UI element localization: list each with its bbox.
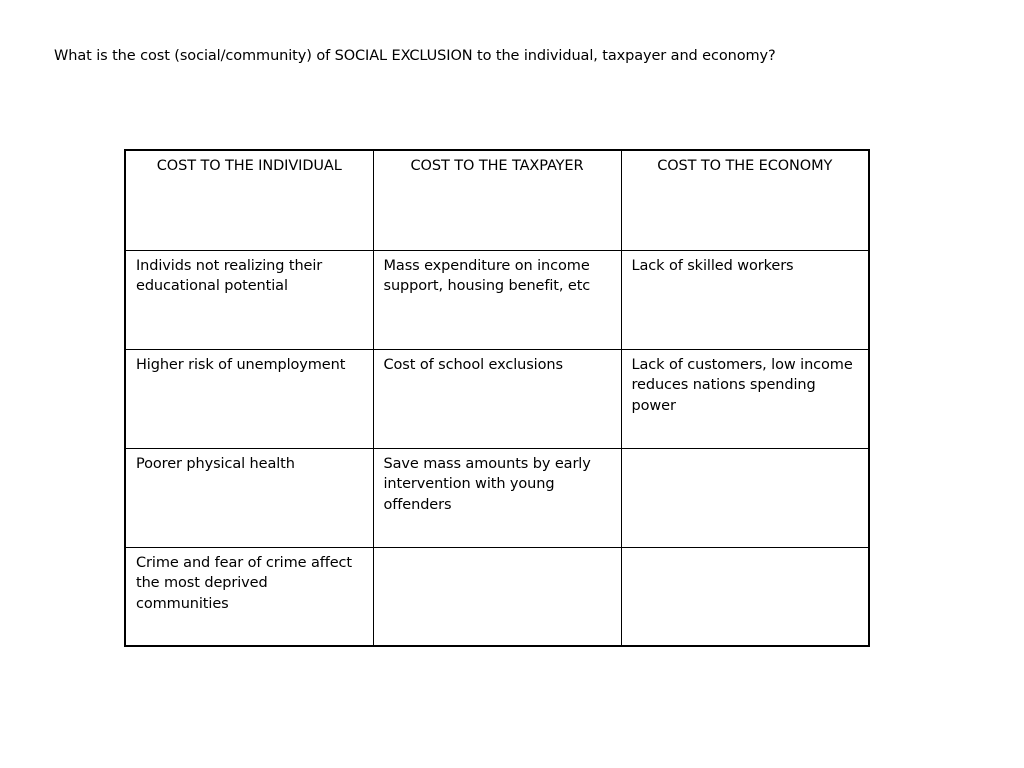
header-cost-taxpayer: COST TO THE TAXPAYER: [373, 150, 621, 250]
table-row: [125, 250, 869, 349]
table-row: [125, 547, 869, 646]
header-cost-economy: COST TO THE ECONOMY: [621, 150, 869, 250]
table-cell: Mass expenditure on income support, housing benefit, etc: [373, 250, 621, 349]
cost-table: [124, 149, 870, 647]
question-text: What is the cost (social/community) of SOCIAL EXCLUSION to the individual, taxpayer and economy?: [54, 48, 776, 64]
table-cell: Lack of customers, low income reduces nations spending power: [621, 349, 869, 448]
table-cell: [621, 547, 869, 646]
header-cost-individual: COST TO THE INDIVIDUAL: [125, 150, 373, 250]
table-cell: Save mass amounts by early intervention with young offenders: [373, 448, 621, 547]
table-header-row: [125, 150, 869, 250]
table-cell: Higher risk of unemployment: [125, 349, 373, 448]
table-cell: Crime and fear of crime affect the most deprived communities: [125, 547, 373, 646]
table-cell: Poorer physical health: [125, 448, 373, 547]
table-row: [125, 349, 869, 448]
table-cell: Lack of skilled workers: [621, 250, 869, 349]
table-row: [125, 448, 869, 547]
table-cell: Individs not realizing their educational potential: [125, 250, 373, 349]
table-cell: Cost of school exclusions: [373, 349, 621, 448]
table-cell: [373, 547, 621, 646]
table-cell: [621, 448, 869, 547]
